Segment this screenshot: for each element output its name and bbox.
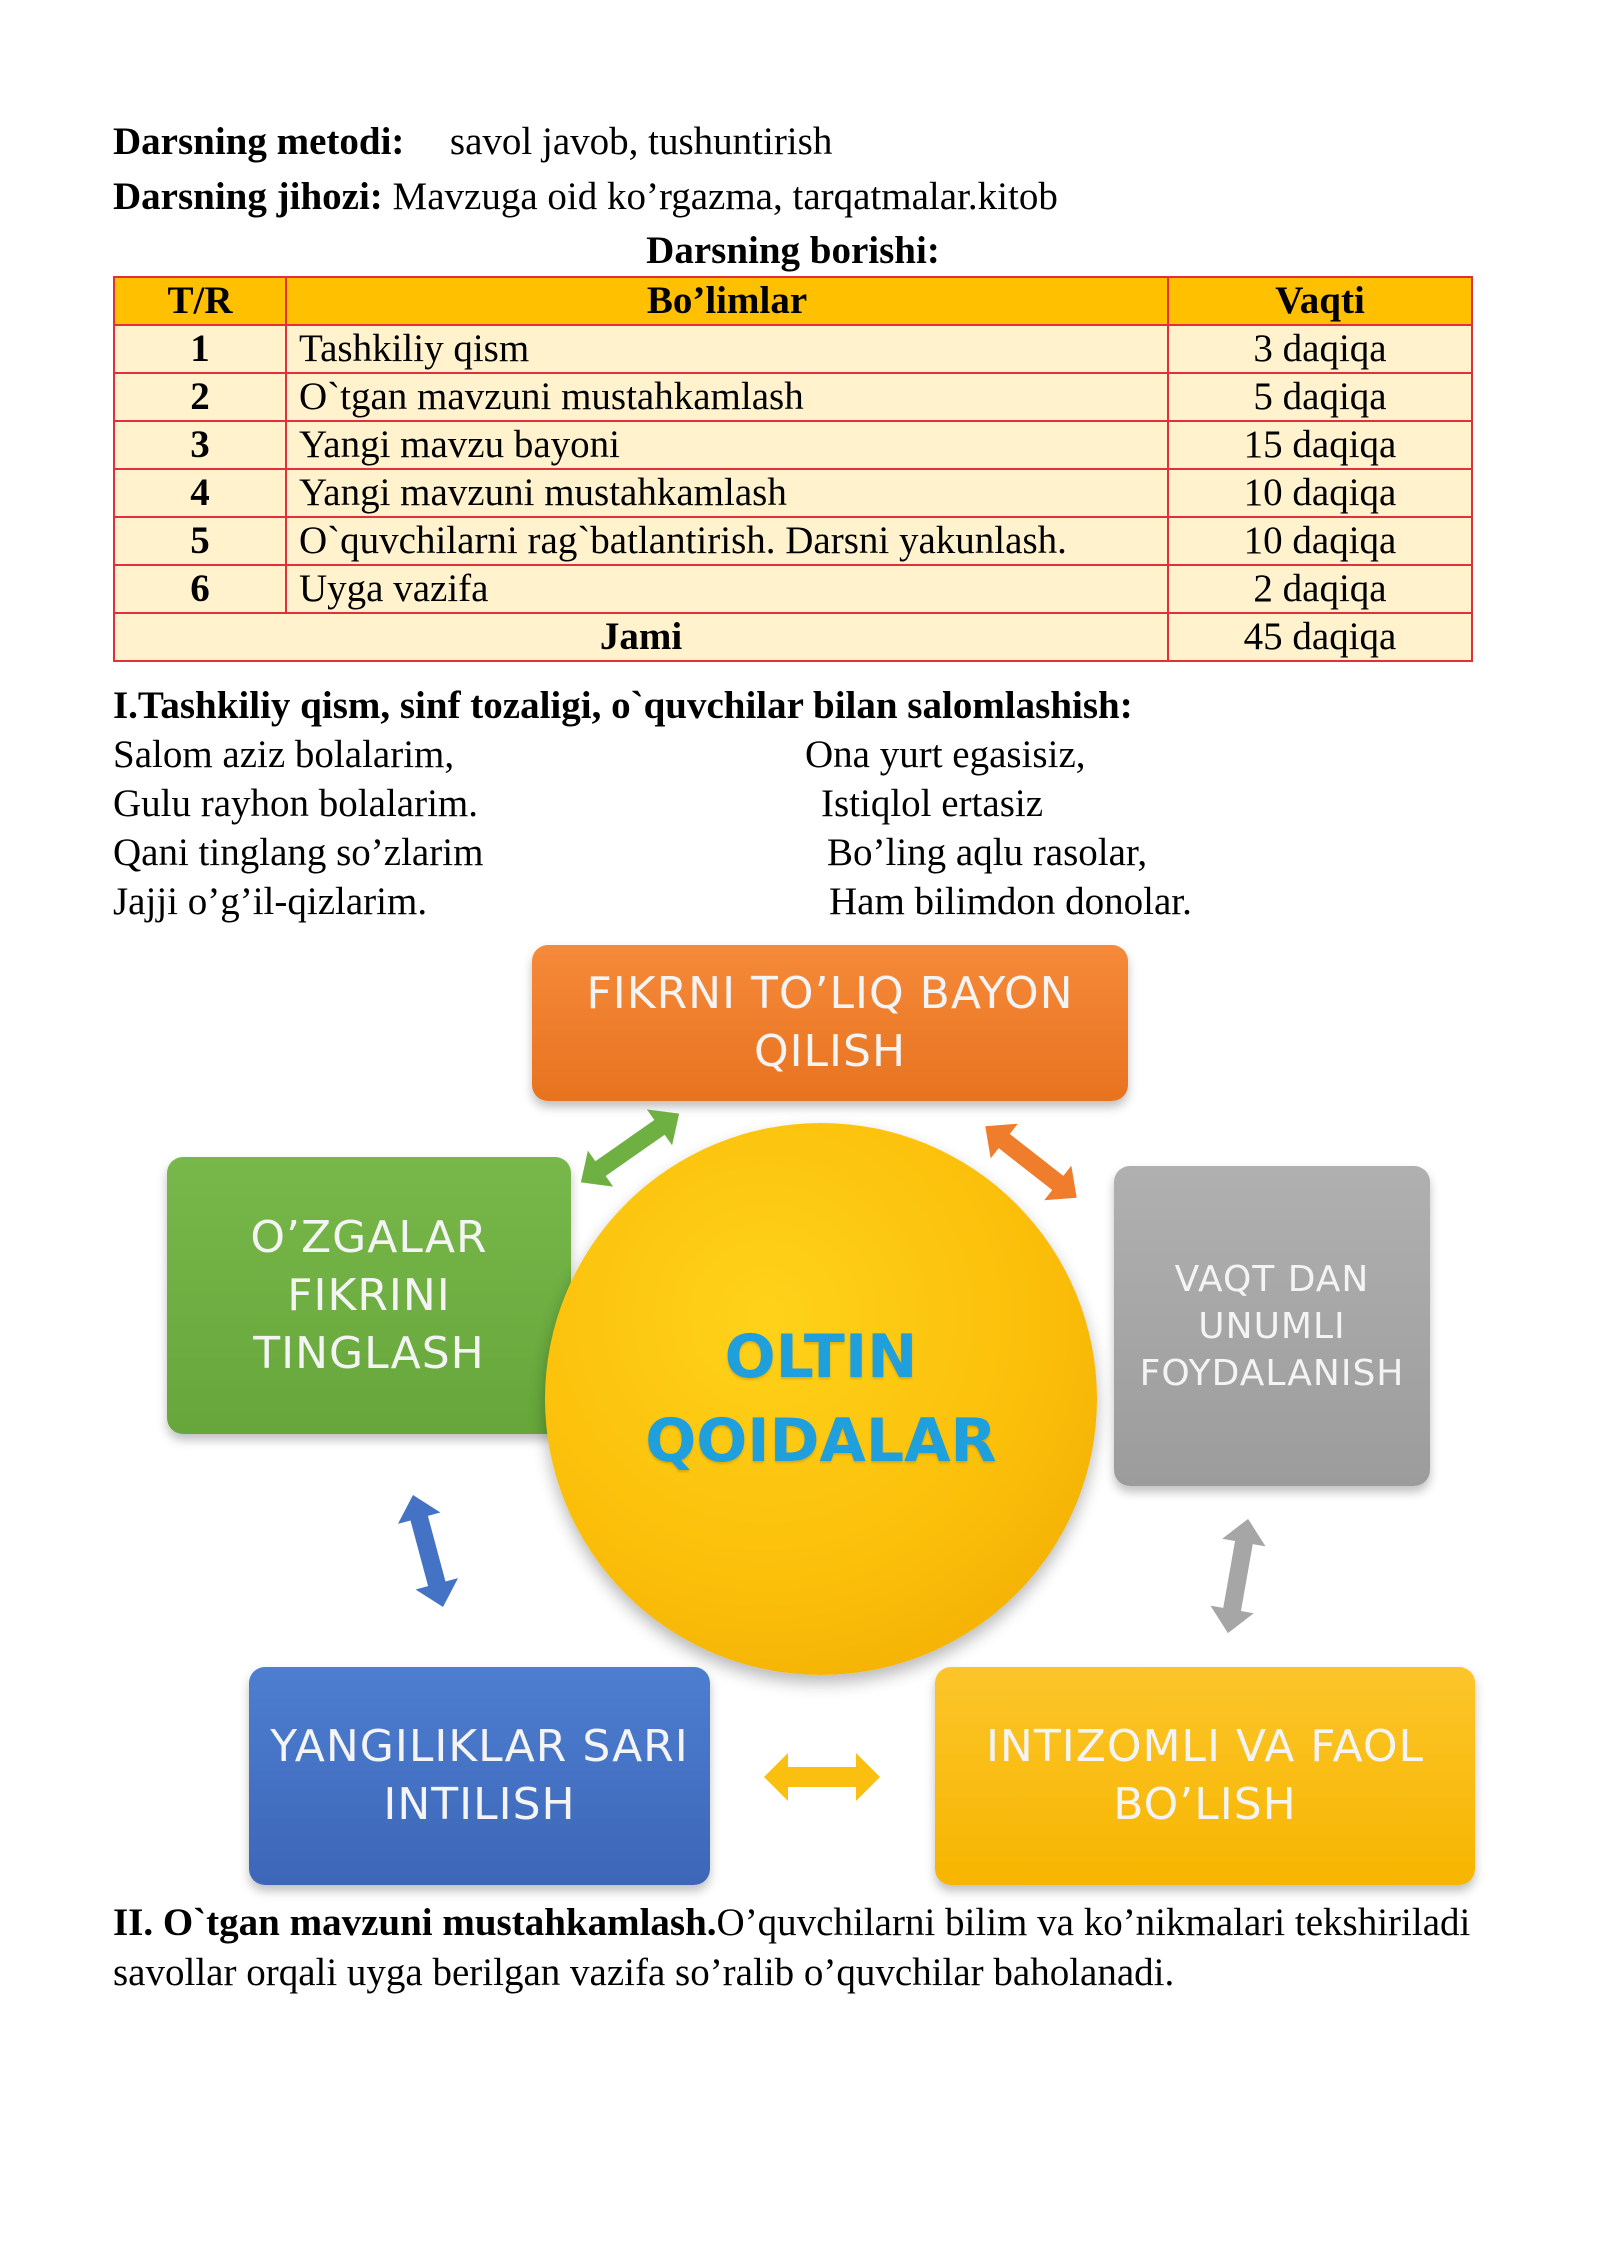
total-label: Jami (114, 613, 1168, 661)
rule-text: VAQT DAN (1174, 1258, 1370, 1300)
double-arrow-icon (392, 1489, 465, 1612)
row-time: 15 daqiqa (1168, 421, 1472, 469)
center-text: QOIDALAR (645, 1406, 997, 1476)
rule-text: BO’LISH (1113, 1779, 1297, 1830)
poem-line: Salom aziz bolalarim, (113, 733, 455, 776)
row-number: 1 (114, 325, 286, 373)
row-section: Yangi mavzuni mustahkamlash (286, 469, 1168, 517)
row-time: 2 daqiqa (1168, 565, 1472, 613)
row-time: 10 daqiqa (1168, 517, 1472, 565)
rule-text: UNUMLI (1198, 1305, 1346, 1347)
rule-text: INTILISH (383, 1779, 576, 1830)
equipment-label: Darsning jihozi: (113, 175, 383, 218)
method-value: savol javob, tushuntirish (449, 120, 833, 163)
poem-line: Jajji o’g’il-qizlarim. (113, 880, 428, 923)
row-number: 5 (114, 517, 286, 565)
row-section: Yangi mavzu bayoni (286, 421, 1168, 469)
rule-text: YANGILIKLAR SARI (270, 1721, 689, 1772)
row-section: O`quvchilarni rag`batlantirish. Darsni yakunlash. (286, 517, 1168, 565)
row-number: 6 (114, 565, 286, 613)
double-arrow-icon (568, 1096, 692, 1201)
double-arrow-icon (764, 1753, 880, 1801)
poem-line: Bo’ling aqlu rasolar, (827, 831, 1148, 874)
poem-line: Ona yurt egasisiz, (805, 733, 1086, 776)
row-section: Tashkiliy qism (286, 325, 1168, 373)
double-arrow-icon (1206, 1515, 1269, 1637)
section1-title: I.Tashkiliy qism, sinf tozaligi, o`quvchilar bilan salomlashish: (113, 684, 1133, 727)
method-label: Darsning metodi: (113, 120, 405, 163)
rule-text: FIKRINI (287, 1269, 451, 1321)
section2-text: O’quvchilarni bilim va ko’nikmalari tekshiriladi savollar orqali uyga berilgan vazifa so’ralib o’quvchilar baholanadi. (113, 1901, 1471, 1994)
row-number: 3 (114, 421, 286, 469)
poem-line: Ham bilimdon donolar. (829, 880, 1192, 923)
row-time: 5 daqiqa (1168, 373, 1472, 421)
row-number: 4 (114, 469, 286, 517)
rule-text: INTIZOMLI VA FAOL (985, 1721, 1425, 1772)
double-arrow-icon (972, 1109, 1090, 1215)
row-section: O`tgan mavzuni mustahkamlash (286, 373, 1168, 421)
row-section: Uyga vazifa (286, 565, 1168, 613)
rule-text: FOYDALANISH (1139, 1352, 1405, 1394)
rule-text: FIKRNI TO’LIQ BAYON (586, 968, 1074, 1019)
header-tr: T/R (114, 277, 286, 325)
rule-text: TINGLASH (253, 1327, 485, 1379)
center-text: OLTIN (724, 1322, 918, 1392)
header-sections: Bo’limlar (286, 277, 1168, 325)
rule-text: QILISH (753, 1026, 907, 1077)
poem-line: Gulu rayhon bolalarim. (113, 782, 478, 825)
poem-line: Qani tinglang so’zlarim (113, 831, 484, 874)
total-value: 45 daqiqa (1168, 613, 1472, 661)
rule-text: O’ZGALAR (250, 1211, 488, 1263)
row-time: 10 daqiqa (1168, 469, 1472, 517)
course-title: Darsning borishi: (646, 229, 940, 272)
row-time: 3 daqiqa (1168, 325, 1472, 373)
section2-title: II. O`tgan mavzuni mustahkamlash. (113, 1901, 717, 1944)
equipment-value: Mavzuga oid ko’rgazma, tarqatmalar.kitob (392, 175, 1058, 218)
poem-line: Istiqlol ertasiz (821, 782, 1044, 825)
header-time: Vaqti (1168, 277, 1472, 325)
row-number: 2 (114, 373, 286, 421)
